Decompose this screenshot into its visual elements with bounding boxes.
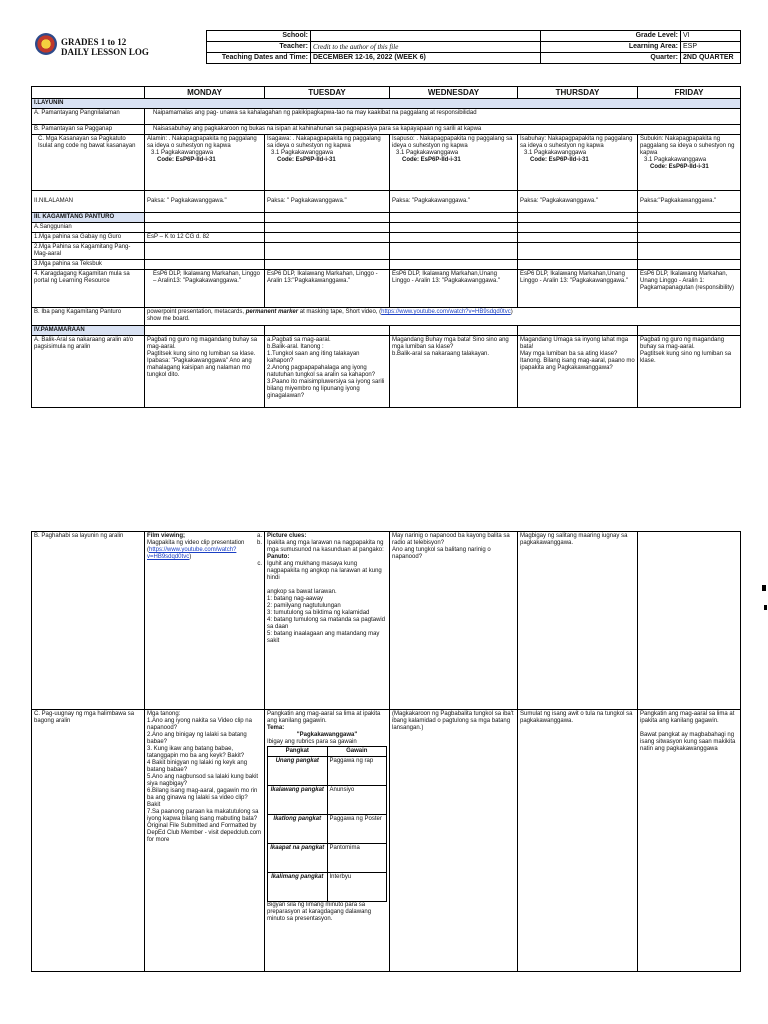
page-edge-mark bbox=[762, 585, 766, 591]
quarter-label: Quarter: bbox=[541, 53, 681, 64]
day-friday: FRIDAY bbox=[638, 87, 741, 99]
school-label: School: bbox=[207, 31, 311, 42]
kasanayan-head: Alamin: . Nakapagpapakita ng paggalang sa ideya o suhestyon ng kapwa bbox=[147, 136, 257, 149]
grade-label: Grade Level: bbox=[541, 31, 681, 42]
picture-item: 4: batang tumulong sa matanda sa pagtawid sa daan bbox=[267, 617, 386, 630]
balik-thursday: Magandang Umaga sa inyong lahat mga bata! May mga lumiban ba sa ating klase? Itanong. Bilang isang mag-aaral, paano mo ipapakita ang Pagkakawanggawa? bbox=[518, 336, 638, 408]
kasanayan-code: Code: EsP6P-IId-i-31 bbox=[157, 157, 216, 163]
iba-text-d: ) show me board. bbox=[147, 309, 513, 322]
tema-value: "Pagkakawanggawa" bbox=[296, 732, 358, 738]
pamantayang-value: Naipamamalas ang pag- unawa sa kahalagahan ng pakikipagkapwa-tao na may kaakibat na paggalang at responsibilidad bbox=[145, 109, 741, 125]
picture-clues-body: Ipakita ang mga larawan na nagpapakita ng mga sumusunod na kasunduan at pangako: bbox=[267, 540, 384, 553]
rubric-table bbox=[267, 746, 387, 902]
film-viewing-title: Film viewing; bbox=[147, 533, 186, 539]
kasanayan-sub: 3.1 Pagkakawanggawa bbox=[396, 150, 459, 156]
karagdagang-monday: EsP6 DLP, Ikalawang Markahan, Linggo – Aralin13: "Pagkakawanggawa." bbox=[145, 270, 265, 308]
preparasyon-note: Bigyan sila ng limang minuto para sa preparasyon at karagdagang dalawang minuto sa presentasyon. bbox=[267, 902, 372, 922]
area-label: Learning Area: bbox=[541, 42, 681, 53]
rubric-head-gawain: Gawain bbox=[327, 747, 387, 757]
rubric-head-pangkat: Pangkat bbox=[268, 747, 328, 757]
letter-b: b. bbox=[256, 540, 262, 546]
kasanayan-friday bbox=[638, 135, 741, 191]
page-edge-mark bbox=[764, 605, 767, 610]
kasanayan-sub: 3.1 Pagkakawanggawa bbox=[271, 150, 334, 156]
letter-c: c. bbox=[257, 561, 262, 567]
kasanayan-thursday bbox=[518, 135, 638, 191]
kasanayan-sub: 3.1 Pagkakawanggawa bbox=[524, 150, 587, 156]
balik-wednesday: Magandang Buhay mga bata! Sino sino ang mga lumiban sa klase? b.Balik-aral sa nakaraang talakayan. bbox=[390, 336, 518, 408]
karagdagang-friday: EsP6 DLP, Ikalawang Markahan, Unang Linggo - Aralin 1: Pagkamapanagutan (responsibility) bbox=[638, 270, 741, 308]
balik-monday: Pagbati ng guro ng magandang buhay sa mag-aaral. Pagtitsek kung sino ng lumiban sa klase. Ipabasa: "Pagkakawanggawa" Ano ang mahalagang kaisipan ang nalaman mo tungkol dito. bbox=[145, 336, 265, 408]
nilalaman-friday: Paksa:"Pagkakawanggawa." bbox=[638, 191, 741, 213]
pagganap-value: Naisasabuhay ang pagkakaroon ng bukas na isipan at kahinahunan sa pagpapasiya para sa kapayapaan ng sarili at kapwa bbox=[145, 125, 741, 135]
header-table bbox=[206, 30, 741, 64]
dates-label: Teaching Dates and Time: bbox=[207, 53, 311, 64]
pamantayang-label: A. Pamantayang Pangnilalaman bbox=[32, 109, 145, 125]
balik-friday: Pagbati ng guro ng magandang buhay sa mag-aaral. Pagtitsek kung sino ng lumiban sa klase. bbox=[638, 336, 741, 408]
day-tuesday: TUESDAY bbox=[265, 87, 390, 99]
iba-value bbox=[145, 308, 741, 326]
area-value: ESP bbox=[681, 42, 741, 53]
rubric-instruction: Ibigay ang rubrics para sa gawain bbox=[267, 739, 357, 745]
paghahabi-thursday: Magbigay ng salitang maaring iugnay sa pagkakawanggawa. bbox=[518, 532, 638, 710]
kasanayan-sub: 3.1 Pagkakawanggawa bbox=[151, 150, 214, 156]
iba-text-c: at masking tape, Short video, ( bbox=[298, 309, 382, 315]
teacher-value: Credit to the author of this file bbox=[311, 42, 541, 53]
section-pamamaraan: IV.PAMAMARAAN bbox=[32, 326, 145, 336]
rubric-row: Ikaapat na pangkat Pantomima bbox=[268, 844, 387, 873]
kasanayan-code: Code: EsP6P-IId-i-31 bbox=[530, 157, 589, 163]
iba-text-a: powerpoint presentation, metacards, bbox=[147, 309, 246, 315]
grade-value: VI bbox=[681, 31, 741, 42]
kasanayan-head: Isabuhay: Nakapagpapakita ng paggalang sa ideya o suhestyon ng kapwa bbox=[520, 136, 633, 149]
kasanayan-code: Code: EsP6P-IId-i-31 bbox=[277, 157, 336, 163]
rubric-row: Ikalawang pangkat Anunsiyo bbox=[268, 786, 387, 815]
deped-logo bbox=[35, 33, 57, 55]
kasanayan-tuesday bbox=[265, 135, 390, 191]
balik-label: A. Balik-Aral sa nakaraang aralin at/o pagsisimula ng aralin bbox=[32, 336, 145, 408]
rubric-row: Ikalimang pangkat Interbyu bbox=[268, 873, 387, 902]
day-thursday: THURSDAY bbox=[518, 87, 638, 99]
teksbuk-label: 3.Mga pahina sa Teksbuk bbox=[32, 260, 145, 270]
video-link[interactable]: https://www.youtube.com/watch?v=HB9sdqd0tvc bbox=[147, 547, 237, 560]
kasanayan-code: Code: EsP6P-IId-i-31 bbox=[650, 164, 709, 170]
panuto-instruction: Iguhit ang mukhang masaya kung nagpapakita ng angkop na larawan at kung hindi angkop sa bawat larawan. bbox=[267, 561, 382, 595]
paghahabi-friday bbox=[638, 532, 741, 710]
panuto-label: Panuto: bbox=[267, 554, 290, 560]
nilalaman-wednesday: Paksa: "Pagkakawanggawa." bbox=[390, 191, 518, 213]
lesson-table-part1 bbox=[31, 86, 741, 408]
section-kagamitan: III. KAGAMITANG PANTURO bbox=[32, 213, 145, 223]
picture-item: 1: batang nag-aaway bbox=[267, 596, 324, 602]
film-viewing-text: Magpakita ng video clip presentation bbox=[147, 540, 245, 546]
iba-text-b: permanent marker bbox=[245, 309, 299, 315]
rubric-row: Unang pangkat Paggawa ng rap bbox=[268, 757, 387, 786]
teacher-label: Teacher: bbox=[207, 42, 311, 53]
pagganap-label: B. Pamantayan sa Pagganap bbox=[32, 125, 145, 135]
nilalaman-thursday: Paksa: "Pagkakawanggawa." bbox=[518, 191, 638, 213]
nilalaman-tuesday: Paksa: " Pagkakawanggawa." bbox=[265, 191, 390, 213]
kasanayan-monday bbox=[145, 135, 265, 191]
corner-cell bbox=[32, 87, 145, 99]
day-monday: MONDAY bbox=[145, 87, 265, 99]
letter-a: a. bbox=[256, 533, 262, 539]
school-value bbox=[311, 31, 541, 42]
paghahabi-monday: Film viewing; Magpakita ng video clip presentation (https://www.youtube.com/watch?v=HB9sdqd0tvc) a. b. c. bbox=[145, 532, 265, 710]
pag-uugnay-friday: Pangkatin ang mag-aaral sa lima at ipakita ang kanilang gagawin. Bawat pangkat ay magbabahagi ng isang sitwasyon kung saan makikita natin ang pagkakawanggawa bbox=[638, 710, 741, 972]
paghahabi-wednesday: May narinig o napanood ba kayong balita sa radio at telebisyon? Ano ang tungkol sa balitang narinig o napanood? bbox=[390, 532, 518, 710]
tema-label: Tema: bbox=[267, 725, 285, 731]
logo-title: GRADES 1 to 12 DAILY LESSON LOG bbox=[61, 37, 149, 57]
picture-item: 5: batang inaalagaan ang matandang may sakit bbox=[267, 631, 380, 644]
gabay-label: 1.Mga pahina sa Gabay ng Guro bbox=[32, 233, 145, 243]
rubric-row: Ikatlong pangkat Paggawa ng Poster bbox=[268, 815, 387, 844]
karagdagang-thursday: EsP6 DLP, Ikalawang Markahan,Unang Linggo - Aralin 13: "Pagkakawanggawa." bbox=[518, 270, 638, 308]
picture-item: 2: pamilyang nagtutulungan bbox=[267, 603, 341, 609]
kasanayan-head: Isapuso: . Nakapagpapakita ng paggalang sa ideya o suhestyon ng kapwa bbox=[392, 136, 513, 149]
balik-tuesday: a.Pagbati sa mag-aaral. b.Balik-aral. Itanong : 1.Tungkol saan ang iting talakayan kahapon? 2.Anong pagpapapahalaga ang iyong natutuhan tungkol sa aralin sa kahapon? 3.Paano ito maisimpluwersiya sa iyong sarili bilang miyembro ng lipunang iyong ginagalawan? bbox=[265, 336, 390, 408]
kasanayan-head: Isagawa: . Nakapagpapakita ng paggalang sa ideya o suhestyon ng kapwa bbox=[267, 136, 381, 149]
nilalaman-monday: Paksa: " Pagkakawanggawa." bbox=[145, 191, 265, 213]
kasanayan-sub: 3.1 Pagkakawanggawa bbox=[644, 157, 707, 163]
picture-item: 3: tumutulong sa biktima ng kalamidad bbox=[267, 610, 370, 616]
day-wednesday: WEDNESDAY bbox=[390, 87, 518, 99]
youtube-link[interactable]: https://www.youtube.com/watch?v=HB9sdqd0tvc bbox=[381, 309, 511, 315]
kasanayan-code: Code: EsP6P-IId-i-31 bbox=[402, 157, 461, 163]
pangkat-intro: Pangkatin ang mag-aaral sa lima at ipakita ang kanilang gagawin. bbox=[267, 711, 381, 724]
pag-uugnay-label: C. Pag-uugnay ng mga halimbawa sa bagong aralin bbox=[32, 710, 145, 972]
kasanayan-wednesday bbox=[390, 135, 518, 191]
picture-clues-title: Picture clues: bbox=[267, 533, 307, 539]
kasanayan-head: Subukin: Nakapagpapakita ng paggalang sa ideya o suhestyon ng kapwa bbox=[640, 136, 735, 156]
nilalaman-label: II.NILALAMAN bbox=[32, 191, 145, 213]
karagdagang-wednesday: EsP6 DLP, Ikalawang Markahan,Unang Linggo - Aralin 13: "Pagkakawanggawa." bbox=[390, 270, 518, 308]
pag-uugnay-wednesday: (Magkakaroon ng Pagbabalita tungkol sa iba't ibang kalamidad o pagtulong sa mga batang lansangan.) bbox=[390, 710, 518, 972]
dates-value: DECEMBER 12-16, 2022 (WEEK 6) bbox=[311, 53, 541, 64]
paghahabi-tuesday bbox=[265, 532, 390, 710]
pag-uugnay-tuesday bbox=[265, 710, 390, 972]
pag-uugnay-thursday: Sumulat ng isang awit o tula na tungkol sa pagkakawanggawa. bbox=[518, 710, 638, 972]
pang-mag-aaral-label: 2.Mga Pahina sa Kagamitang Pang-Mag-aaral bbox=[32, 243, 145, 260]
pag-uugnay-monday: Mga tanong: 1.Ano ang iyong nakita sa Video clip na napanood? 2.Ano ang binigay ng lalaki sa batang babae? 3. Kung ikaw ang batang babae, tatanggapin mo ba ang keyk? Bakit? 4 Bakit binigyan ng lalaki ng keyk ang batang babae? 5.Ano ang nagbunsod sa lalaki kung bakit siya nagbigay? 6.Bilang isang mag-aaral, gagawin mo rin ba ang ginawa ng lalaki sa video clip? Bakit 7.Sa paanong paraan ka makatutulong sa iyong kapwa bilang isang mabuting bata? Original File Submitted and Formatted by DepEd Club Member - visit depedclub.com for more bbox=[145, 710, 265, 972]
sanggunian-label: A.Sanggunian bbox=[32, 223, 145, 233]
kasanayan-label: C. Mga Kasanayan sa Pagkatuto Isulat ang code ng bawat kasanayan bbox=[32, 135, 145, 191]
iba-label: B. Iba pang Kagamitang Panturo bbox=[32, 308, 145, 326]
karagdagang-label: 4. Karagdagang Kagamitan mula sa portal ng Learning Resource bbox=[32, 270, 145, 308]
paghahabi-label: B. Paghahabi sa layunin ng aralin bbox=[32, 532, 145, 710]
lesson-table-part2 bbox=[31, 531, 741, 972]
quarter-value: 2ND QUARTER bbox=[681, 53, 741, 64]
gabay-value: EsP – K to 12 CG d. 82 bbox=[145, 233, 265, 243]
section-layunin: I.LAYUNIN bbox=[32, 99, 741, 109]
karagdagang-tuesday: EsP6 DLP, Ikalawang Markahan, Linggo - Aralin 13:"Pagkakawanggawa." bbox=[265, 270, 390, 308]
